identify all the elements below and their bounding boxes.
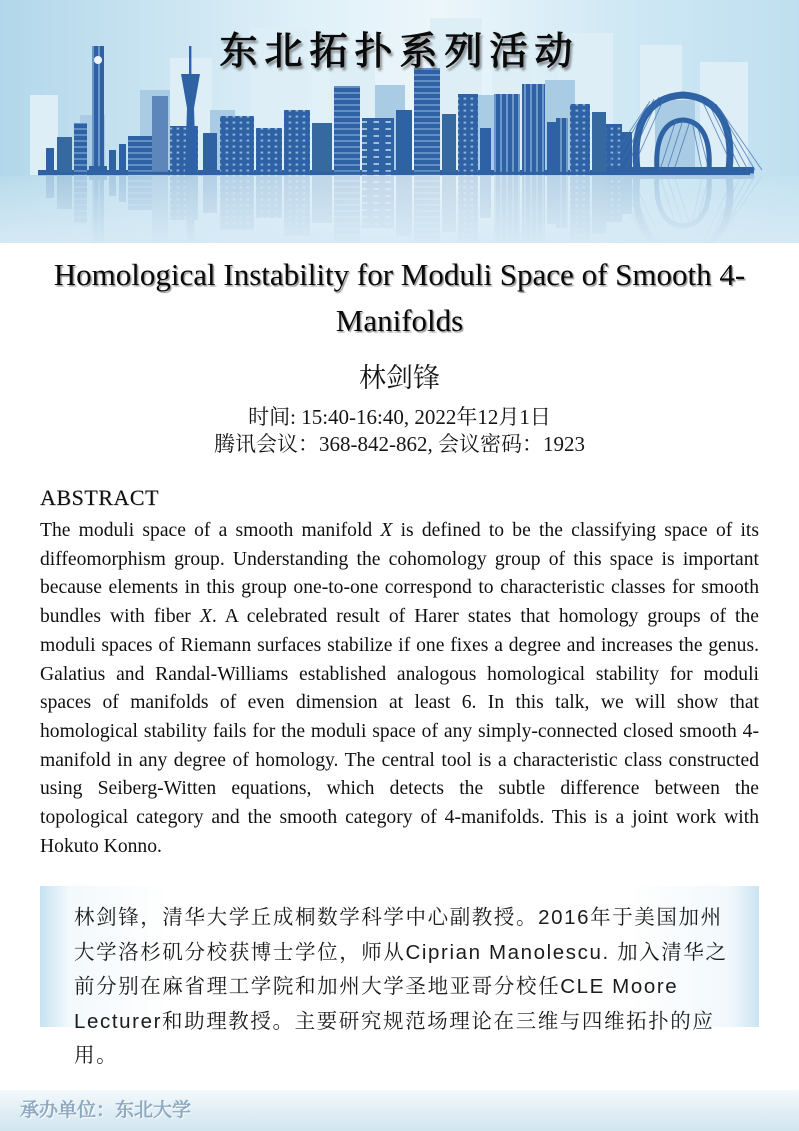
speaker-bio-box [40, 886, 759, 1068]
meeting-info: 腾讯会议：368-842-862, 会议密码：1923 [214, 431, 585, 456]
abstract-heading: ABSTRACT [40, 485, 159, 510]
speaker-name: 林剑锋 [359, 363, 440, 393]
abstract-text: The moduli space of a smooth manifold X is defined to be the classifying space of its diffeomorphism group. Understanding the cohomology group of this space is important because elements in this group one-to-one correspond to characteristic classes for smooth bundles with fiber X. A celebrated result of Harer states that homology groups of the moduli spaces of Riemann surfaces stabilize if one fixes a degree and increases the genus. Galatius and Randal-Williams established analogous homological stability for moduli spaces of manifolds of even dimension at least 6. In this talk, we will show that homological stability fails for the moduli space of any simply-connected closed smooth 4-manifold in any degree of homology. The central tool is a characteristic class constructed using Seiberg-Witten equations, which detects the subtle difference between the topological category and the smooth category of 4-manifolds. This is a joint work with Hokuto Konno. [40, 520, 759, 857]
footer-bar [0, 1090, 799, 1131]
talk-info [0, 404, 799, 457]
series-title: 东北拓扑系列活动 [219, 31, 580, 73]
talk-title: Homological Instability for Moduli Space of Smooth 4-Manifolds [53, 257, 746, 338]
talk-time: 时间: 15:40-16:40, 2022年12月1日 [248, 405, 551, 429]
organizer-label: 承办单位：东北大学 [20, 1100, 192, 1121]
header-banner [0, 0, 799, 243]
speaker-bio-text: 林剑锋，清华大学丘成桐数学科学中心副教授。2016年于美国加州大学洛杉矶分校获博士学位，师从Ciprian Manolescu. 加入清华之前分别在麻省理工学院和加州大学圣地亚哥分校任CLE Moore Lecturer和助理教授。主要研究规范场理论在三维与四维拓扑的应用。 [74, 906, 728, 1068]
